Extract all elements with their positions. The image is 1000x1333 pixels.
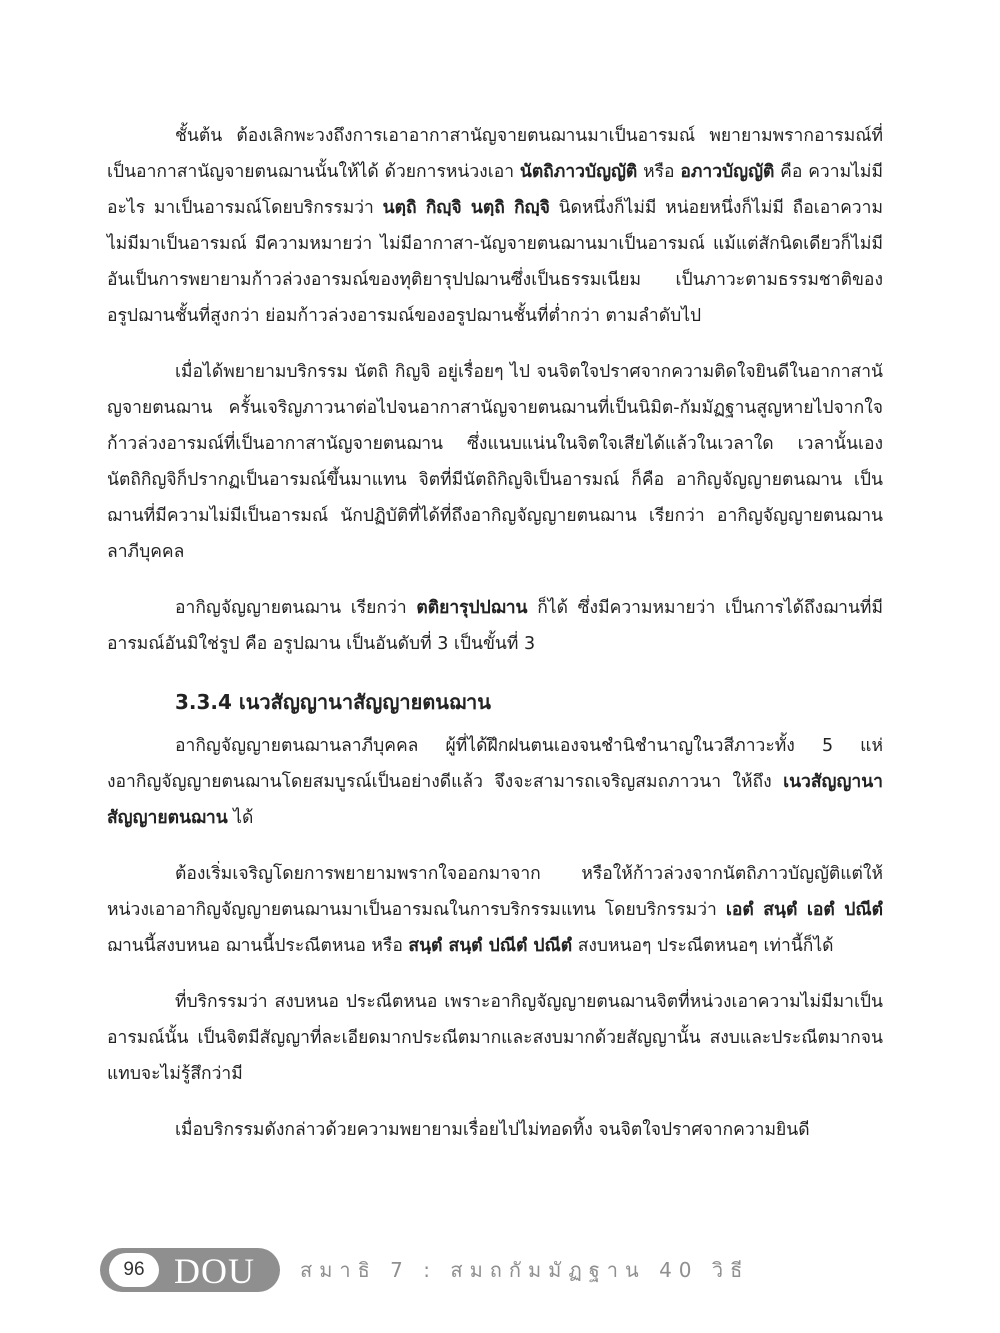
text-run: คือ ความไม่มีอะไร มาเป็นอารมณ์โดยบริกรรมว่า: [107, 162, 883, 218]
text-run: อากิญจัญญายตนฌานลาภีบุคคล ผู้ที่ได้ฝึกฝนตนเองจนชำนิชำนาญในวสีภาวะทั้ง 5 แห่งอากิญจัญญายตนฌานโดยสมบูรณ์เป็นอย่างดีแล้ว จึงจะสามารถเจริญสมถภาวนา ให้ถึง: [107, 736, 883, 792]
bold-term: อภาวบัญญัติ: [680, 162, 775, 182]
text-run: ต้องเริ่มเจริญโดยการพยายามพรากใจออกมาจาก หรือให้ก้าวล่วงจากนัตถิภาวบัญญัติแต่ให้หน่วงเอาอากิญจัญญายตนฌานมาเป็นอารมณในการบริกรรมแทน โดยบริกรรมว่า: [107, 864, 883, 920]
text-run: สงบหนอๆ ประณีตหนอๆ เท่านี้ก็ได้: [572, 936, 834, 956]
bold-term: นัตถิภาวบัญญัติ: [519, 162, 638, 182]
text-run: ชั้นต้น ต้องเลิกพะวงถึงการเอาอากาสานัญจายตนฌานมาเป็นอารมณ์ พยายามพรากอารมณ์ที่เป็นอากาสานัญจายตนฌานนั้นให้ได้ ด้วยการหน่วงเอา: [107, 126, 883, 182]
dou-badge: [100, 1248, 280, 1292]
text-run: ก็ได้ ซึ่งมีความหมายว่า เป็นการได้ถึงฌานที่มีอารมณ์อันมิใช่รูป คือ อรูปฌาน เป็นอันดับที่ 3 เป็นขั้นที่ 3: [107, 598, 883, 654]
text-run: ได้: [227, 808, 254, 828]
paragraph-6: [107, 984, 883, 1092]
paragraph-1: [107, 118, 883, 334]
paragraph-3: [107, 590, 883, 662]
text-run: เมื่อบริกรรมดังกล่าวด้วยความพยายามเรื่อยไปไม่ทอดทิ้ง จนจิตใจปราศจากความยินดี: [175, 1120, 810, 1140]
page-body: [107, 118, 883, 1168]
paragraph-2: [107, 354, 883, 570]
paragraph-7: [107, 1112, 883, 1148]
bold-term: สนฺตํ สนฺตํ ปณีตํ ปณีตํ: [408, 936, 573, 956]
paragraph-4: [107, 728, 883, 836]
text-run: เมื่อได้พยายามบริกรรม นัตถิ กิญจิ อยู่เรื่อยๆ ไป จนจิตใจปราศจากความติดใจยินดีในอากาสานัญจายตนฌาน ครั้นเจริญภาวนาต่อไปจนอากาสานัญจายตนฌานที่เป็นนิมิต-กัมมัฏฐานสูญหายไปจากใจ ก้าวล่วงอารมณ์ที่เป็นอากาสานัญจายตนฌาน ซึ่งแนบแน่นในจิตใจเสียได้แล้วในเวลาใด เวลานั้นเองนัตถิกิญจิก็ปรากฏเป็นอารมณ์ขึ้นมาแทน จิตที่มีนัตถิกิญจิเป็นอารมณ์ ก็คือ อากิญจัญญายตนฌาน เป็นฌานที่มีความไม่มีเป็นอารมณ์ นักปฏิบัติที่ได้ที่ถึงอากิญจัญญายตนฌาน เรียกว่า อากิญจัญญายตนฌานลาภีบุคคล: [107, 362, 883, 562]
bold-term: ตติยารุปปฌาน: [416, 598, 528, 618]
section-heading: 3.3.4 เนวสัญญานาสัญญายตนฌาน: [175, 690, 491, 714]
text-run: หรือ: [637, 162, 681, 182]
text-run: อากิญจัญญายตนฌาน เรียกว่า: [175, 598, 417, 618]
page-footer: [100, 1248, 900, 1292]
text-run: ฌานนี้สงบหนอ ฌานนี้ประณีตหนอ หรือ: [107, 936, 409, 956]
paragraph-5: [107, 856, 883, 964]
bold-term: นตฺถิ กิญฺจิ นตฺถิ กิญฺจิ: [382, 198, 550, 218]
page-number: 96: [109, 1253, 159, 1287]
running-title: สมาธิ 7 : สมถกัมมัฏฐาน 40 วิธี: [300, 1258, 750, 1282]
bold-term: เอตํ สนฺตํ เอตํ ปณีตํ: [725, 900, 883, 920]
text-run: ที่บริกรรมว่า สงบหนอ ประณีตหนอ เพราะอากิญจัญญายตนฌานจิตที่หน่วงเอาความไม่มีมาเป็นอารมณ์นั้น เป็นจิตมีสัญญาที่ละเอียดมากประณีตมากและสงบมากด้วยสัญญานั้น สงบและประณีตมากจนแทบจะไม่รู้สึกว่ามี: [107, 992, 883, 1084]
bold-term: เนวสัญญานาสัญญายตนฌาน: [107, 772, 883, 828]
dou-logo: DOU: [174, 1251, 255, 1291]
text-run: นิดหนึ่งก็ไม่มี หน่อยหนึ่งก็ไม่มี ถือเอาความไม่มีมาเป็นอารมณ์ มีความหมายว่า ไม่มีอากาสา-นัญจายตนฌานมาเป็นอารมณ์ แม้แต่สักนิดเดียวก็ไม่มี อันเป็นการพยายามก้าวล่วงอารมณ์ของทุติยารุปปฌานซึ่งเป็นธรรมเนียม เป็นภาวะตามธรรมชาติของอรูปฌานชั้นที่สูงกว่า ย่อมก้าวล่วงอารมณ์ของอรูปฌานชั้นที่ต่ำกว่า ตามลำดับไป: [107, 198, 883, 326]
